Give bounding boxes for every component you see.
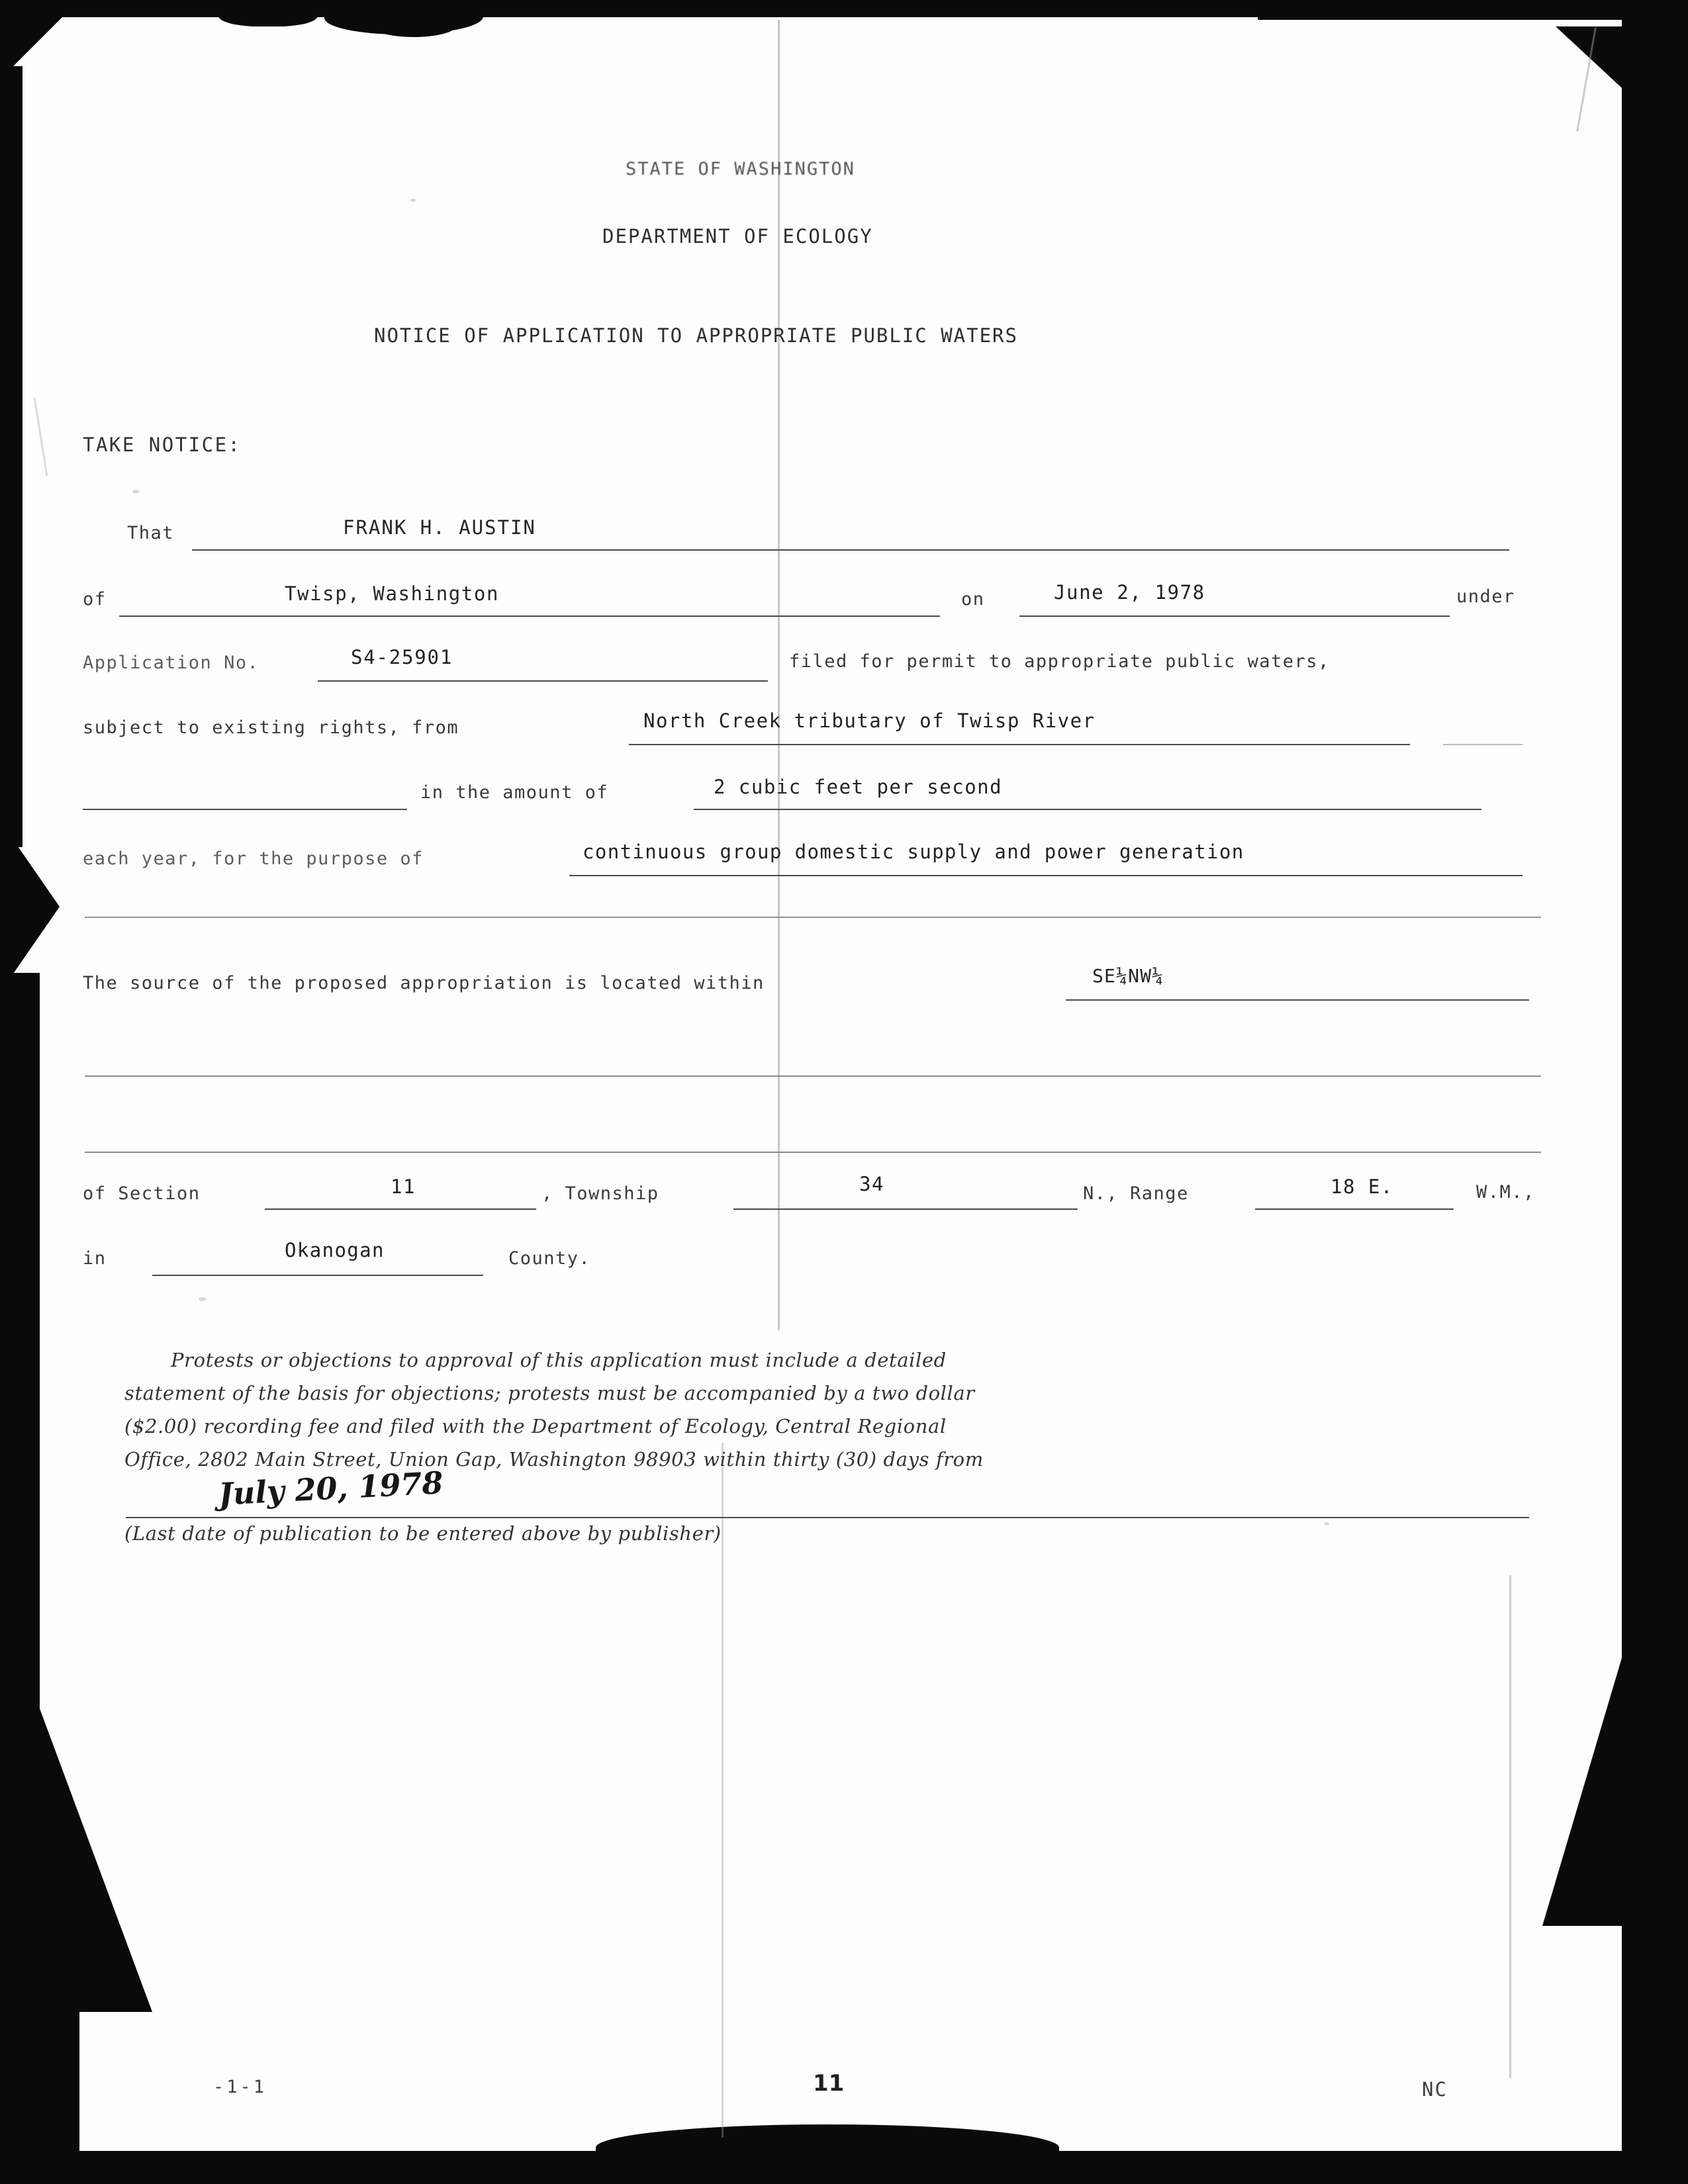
range-label: N., Range — [1083, 1183, 1189, 1204]
of-section-label: of Section — [83, 1183, 201, 1204]
county-label: County. — [508, 1248, 591, 1269]
legal-subdivision-rule — [1066, 999, 1529, 1001]
department-line: DEPARTMENT OF ECOLOGY — [602, 225, 873, 248]
footer-left-mark: -1-1 — [213, 2077, 267, 2097]
township-rule — [733, 1208, 1078, 1210]
application-number-rule — [318, 680, 768, 682]
state-line: STATE OF WASHINGTON — [626, 159, 855, 179]
legal-blank-rule-1 — [85, 1075, 1541, 1077]
each-year-label: each year, for the purpose of — [83, 848, 424, 869]
take-notice-label: TAKE NOTICE: — [83, 433, 242, 456]
in-the-amount-of-label: in the amount of — [420, 782, 609, 803]
applicant-residence-value: Twisp, Washington — [285, 582, 500, 605]
range-rule — [1255, 1208, 1454, 1210]
purpose-value: continuous group domestic supply and power generation — [583, 841, 1244, 863]
publication-date-rule — [126, 1517, 1529, 1518]
subject-to-label: subject to existing rights, from — [83, 717, 459, 738]
amount-value: 2 cubic feet per second — [714, 776, 1003, 798]
amount-prefix-rule — [83, 809, 407, 810]
in-label: in — [83, 1248, 107, 1269]
protest-line-3: ($2.00) recording fee and filed with the Department of Ecology, Central Regional — [124, 1415, 947, 1437]
application-no-label: Application No. — [83, 653, 259, 673]
legal-blank-rule-2 — [85, 1152, 1541, 1153]
source-name-rule-tail — [1443, 744, 1523, 745]
application-number-value: S4-25901 — [351, 646, 453, 668]
publication-caption: (Last date of publication to be entered above by publisher) — [124, 1522, 722, 1545]
township-label: , Township — [541, 1183, 659, 1204]
source-location-label: The source of the proposed appropriation is located within — [83, 973, 765, 993]
filing-date-rule — [1019, 615, 1450, 617]
on-label: on — [961, 589, 985, 610]
applicant-name-value: FRANK H. AUSTIN — [343, 516, 536, 539]
source-name-rule — [629, 744, 1410, 745]
purpose-continuation-rule — [85, 917, 1541, 918]
of-label: of — [83, 589, 107, 610]
handwritten-publication-date: July 20, 1978 — [217, 1465, 444, 1512]
legal-subdivision-value: SE¼NW¼ — [1092, 965, 1164, 987]
amount-rule — [694, 809, 1481, 810]
footer-right-mark: NC — [1422, 2078, 1448, 2101]
under-label: under — [1456, 586, 1515, 607]
source-name-value: North Creek tributary of Twisp River — [643, 709, 1096, 732]
footer-page-number: 11 — [813, 2070, 845, 2097]
purpose-rule — [569, 875, 1523, 876]
county-value: Okanogan — [285, 1239, 385, 1261]
applicant-residence-rule — [119, 615, 940, 617]
range-value: 18 E. — [1331, 1175, 1393, 1198]
section-value: 11 — [391, 1175, 416, 1198]
that-label: That — [127, 523, 175, 543]
county-rule — [152, 1275, 483, 1276]
filing-date-value: June 2, 1978 — [1054, 581, 1205, 604]
section-rule — [265, 1208, 536, 1210]
filed-for-permit-text: filed for permit to appropriate public waters, — [789, 651, 1330, 672]
protest-line-2: statement of the basis for objections; protests must be accompanied by a two dollar — [124, 1382, 975, 1404]
notice-title: NOTICE OF APPLICATION TO APPROPRIATE PUBLIC WATERS — [374, 324, 1018, 347]
township-value: 34 — [859, 1173, 884, 1195]
wm-label: W.M., — [1476, 1182, 1535, 1203]
applicant-name-rule — [192, 549, 1509, 551]
protest-line-1: Protests or objections to approval of this application must include a detailed — [171, 1349, 947, 1371]
protest-line-4: Office, 2802 Main Street, Union Gap, Washington 98903 within thirty (30) days from — [124, 1448, 984, 1471]
